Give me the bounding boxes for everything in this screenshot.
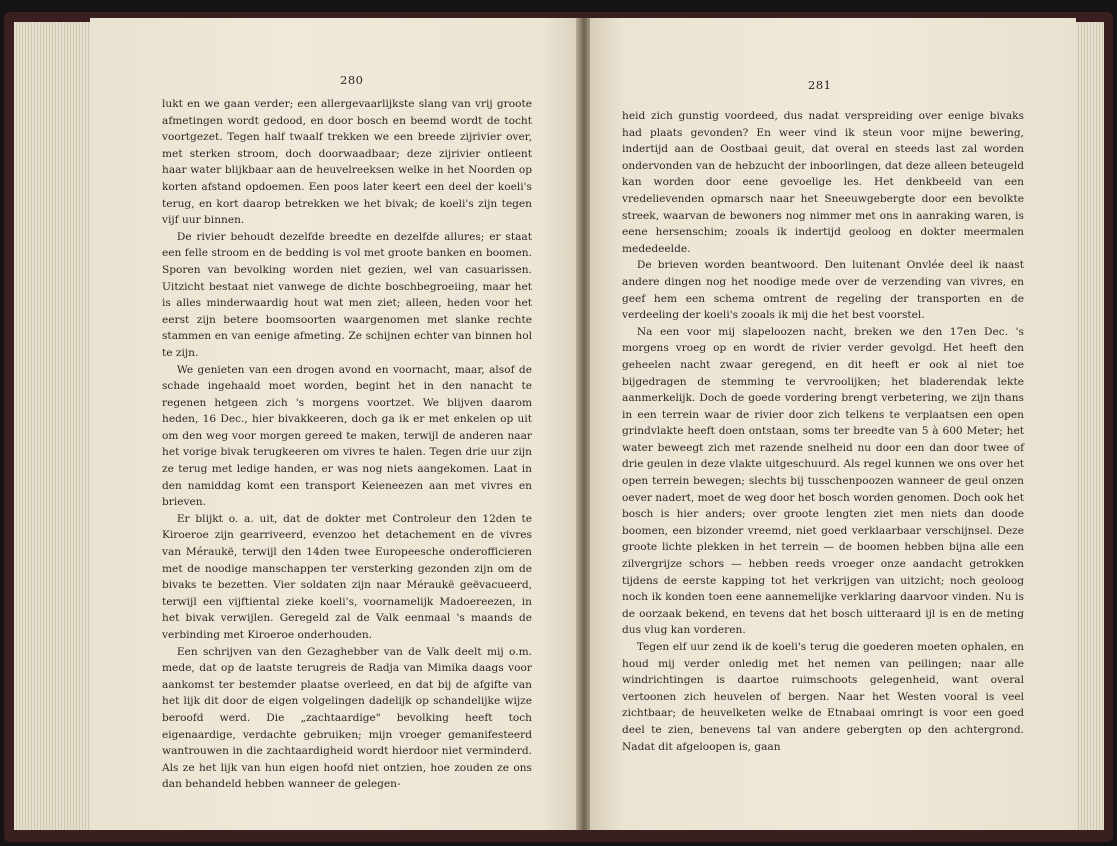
paragraph: Er blijkt o. a. uit, dat de dokter met Controleur den 12den te Kiroeroe zijn gearriveerd, evenzoo het detachement en de vivres van Méraukë, terwijl den 14den twee Europeesche onderofficieren met de noodige manschappen ter versterking gezonden zijn om de bivaks te bezetten. Vier soldaten zijn naar Méraukë geëvacueerd, terwijl een vijftiental zieke koeli's, voornamelijk Madoereezen, in het bivak verwijlen. Geregeld zal de Valk eenmaal 's maands de verbinding met Kiroeroe onderhouden. bbox=[162, 512, 532, 641]
paragraph: We genieten van een drogen avond en voornacht, maar, alsof de schade ingehaald moet worden, begint het in den nanacht te regenen hetgeen zich 's morgens voortzet. We blijven daarom heden, 16 Dec., hier bivakkeeren, doch ga ik er met enkelen op uit om den weg voor morgen gereed te maken, terwijl de anderen naar het vorige bivak terugkeeren om vivres te halen. Tegen drie uur zijn ze terug met ledige handen, er was nog niets aangekomen. Laat in den namiddag komt een transport Keieneezen aan met vivres en brieven. bbox=[162, 363, 532, 509]
paragraph: De rivier behoudt dezelfde breedte en dezelfde allures; er staat een felle stroom en de bedding is vol met groote banken en boomen. Sporen van bevolking worden niet gezien, wel van casuarissen. Uitzicht bestaat niet vanwege de dichte boschbegroeiing, maar het is alles minderwaardig hout wat men ziet; alleen, heden voor het eerst zijn betere boomsoorten waargenomen met slanke rechte stammen en van eenige afmeting. Ze schijnen echter van binnen hol te zijn. bbox=[162, 230, 532, 359]
left-page bbox=[90, 18, 580, 830]
paragraph: lukt en we gaan verder; een allergevaarlijkste slang van vrij groote afmetingen wordt gedood, en door bosch en beemd wordt de tocht voortgezet. Tegen half twaalf trekken we een breede zijrivier over, met sterken stroom, doch doorwaadbaar; deze zijrivier ontleent haar water blijkbaar aan de heuvelreeksen welke in het Noorden op korten afstand opdoemen. Een poos later keert een deel der koeli's terug, en kort daarop betrekken we het bivak; de koeli's zijn tegen vijf uur binnen. bbox=[162, 98, 532, 227]
left-page-text bbox=[162, 96, 532, 793]
paragraph: heid zich gunstig voordeed, dus nadat verspreiding over eenige bivaks had plaats gevonden? En weer vind ik steun voor mijne bewering, indertijd aan de Oostbaai geuit, dat overal en steeds last zal worden ondervonden van de hebzucht der inboorlingen, dat deze alleen beteugeld kan worden door eene gevoelige les. Het denkbeeld van een vredelievenden opmarsch naar het Sneeuwgebergte door een bevolkte streek, waarvan de bewoners nog nimmer met ons in aanraking waren, is eene hersenschim; zooals ik indertijd geoloog en dokter meermalen mededeelde. bbox=[622, 110, 1024, 255]
right-page bbox=[590, 18, 1076, 830]
paragraph: Tegen elf uur zend ik de koeli's terug die goederen moeten ophalen, en houd mij verder onledig met het nemen van peilingen; naar alle windrichtingen is daartoe ruimschoots gelegenheid, want overal vertoonen zich heuvelen of bergen. Naar het Westen vooral is veel zichtbaar; de heuvelketen welke de Etnabaai omringt is voor een goed deel te zien, benevens tal van andere gebergten op den achtergrond. Nadat dit afgeloopen is, gaan bbox=[622, 641, 1024, 753]
page-edges-left bbox=[14, 22, 94, 830]
paragraph: Na een voor mij slapeloozen nacht, breken we den 17en Dec. 's morgens vroeg op en wordt de rivier verder gevolgd. Het heeft den geheelen nacht zwaar geregend, en dit heeft er ook al niet toe bijgedragen de stemming te vervroolijken; het bladerendak lekte aanmerkelijk. Doch de goede vordering brengt verbetering, we zijn thans in een terrein waar de rivier door zich telkens te verplaatsen een open grindvlakte heeft doen ontstaan, soms ter breedte van 5 à 600 Meter; het water beweegt zich met razende snelheid nu door een dan door twee of drie geulen in deze vlakte uitgeschuurd. Als regel kunnen we ons over het open terrein bewegen; slechts bij tusschenpoozen wanneer de geul onzen oever nadert, moet de weg door het bosch worden genomen. Doch ook het bosch is hier anders; over groote lengten ziet men niets dan doode boomen, een bizonder vreemd, niet goed verklaarbaar verschijnsel. Deze groote lichte plekken in het terrein — de boomen hebben bijna alle een zilvergrijze schors — hebben reeds vroeger onze aandacht getrokken tijdens de eerste kapping tot het verkrijgen van uitzicht; noch geoloog noch ik konden toen eene aannemelijke verklaring daarvoor vinden. Nu is de oorzaak bekend, en tevens dat het bosch uitteraard ijl is en de meting dus vlug kan vorderen. bbox=[622, 325, 1024, 637]
page-number-left: 280 bbox=[340, 73, 364, 87]
page-edges-right bbox=[1072, 22, 1104, 830]
paragraph: De brieven worden beantwoord. Den luitenant Onvlée deel ik naast andere dingen nog het noodige mede over de verzending van vivres, en geef hem een schema omtrent de regeling der transporten en de verdeeling der koeli's zooals ik mij die het best voorstel. bbox=[622, 259, 1024, 322]
paragraph: Een schrijven van den Gezaghebber van de Valk deelt mij o.m. mede, dat op de laatste terugreis de Radja van Mimika daags voor aankomst ter bestemder plaatse overleed, en dat bij de afgifte van het lijk dit door de eigen volgelingen dadelijk op schandelijke wijze beroofd werd. Die „zachtaardige" bevolking heeft toch eigenaardige, verdachte gebruiken; mijn vroeger gemanifesteerd wantrouwen in die zachtaardigheid wordt hierdoor niet verminderd. Als ze het lijk van hun eigen hoofd niet ontzien, hoe zouden ze ons dan behandeld hebben wanneer de gelegen- bbox=[162, 645, 532, 791]
right-page-text bbox=[622, 108, 1024, 755]
page-number-right: 281 bbox=[808, 78, 832, 92]
